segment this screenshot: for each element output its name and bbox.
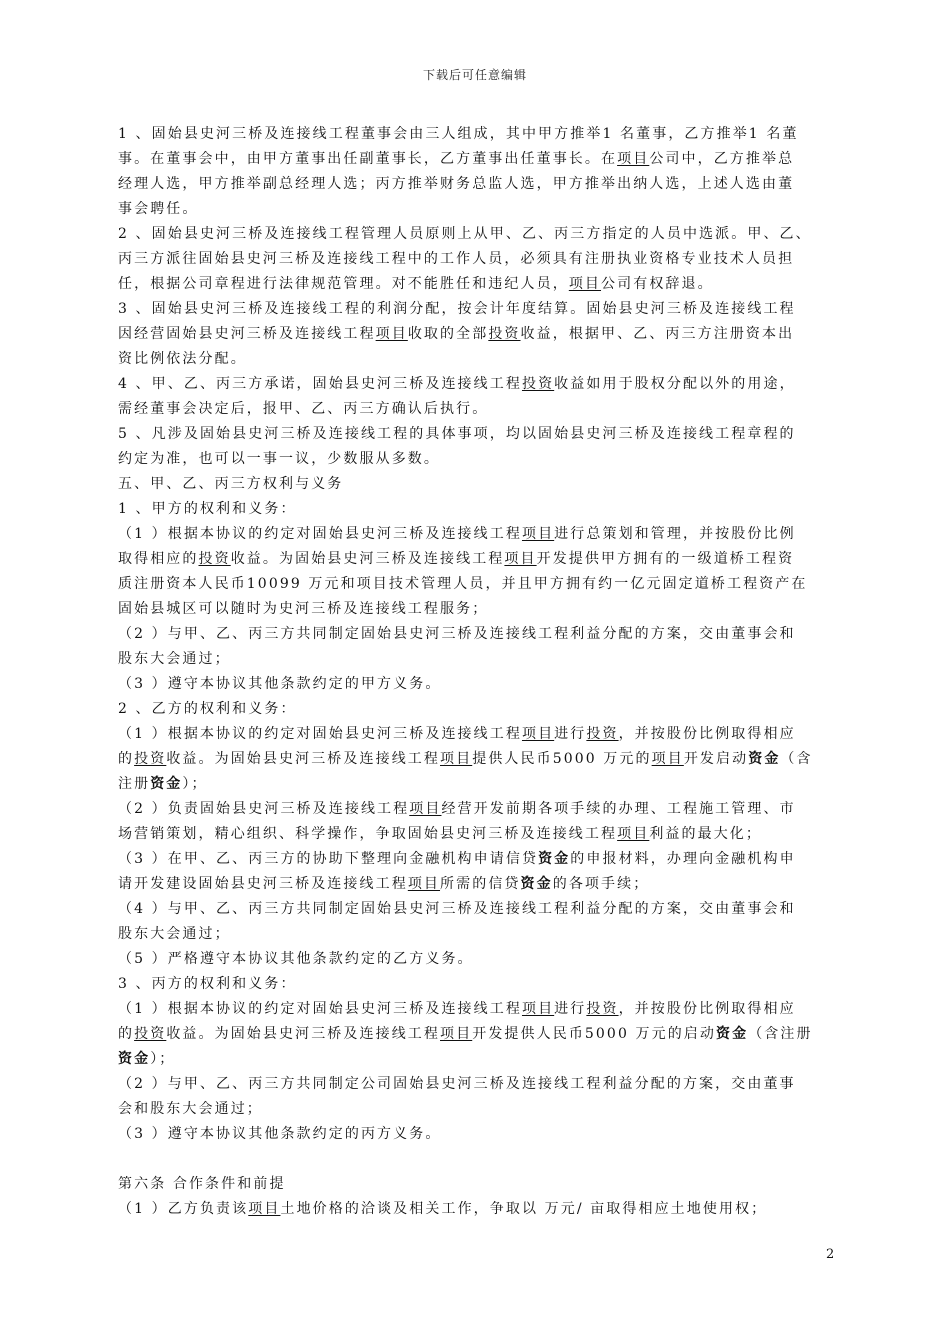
text-line bbox=[118, 547, 834, 572]
text-run: 利益的最大化； bbox=[649, 826, 763, 842]
underlined-term: 投资 bbox=[586, 1001, 619, 1017]
text-run: （4 ）与甲、乙、丙三方共同制定固始县史河三桥及连接线工程利益分配的方案，交由董事会和 bbox=[118, 901, 796, 917]
text-run: （3 ）在甲、乙、丙三方的协助下整理向金融机构申请信贷 bbox=[118, 851, 539, 867]
text-run: 5 、凡涉及固始县史河三桥及连接线工程的具体事项，均以固始县史河三桥及连接线工程章程的 bbox=[118, 426, 796, 442]
text-line bbox=[118, 422, 834, 447]
text-run: 1 、固始县史河三桥及连接线工程董事会由三人组成，其中甲方推举1 名董事，乙方推举1 名董 bbox=[118, 126, 799, 142]
text-line bbox=[118, 147, 834, 172]
underlined-term: 项目 bbox=[440, 751, 473, 767]
text-line bbox=[118, 797, 834, 822]
text-run: 第六条 合作条件和前提 bbox=[118, 1176, 286, 1192]
text-run: （1 ）根据本协议的约定对固始县史河三桥及连接线工程 bbox=[118, 526, 522, 542]
text-line bbox=[118, 1197, 834, 1222]
text-line bbox=[118, 997, 834, 1022]
text-run: 的申报材料，办理向金融机构申 bbox=[570, 851, 796, 867]
text-line bbox=[118, 572, 834, 597]
underlined-term: 项目 bbox=[617, 826, 650, 842]
underlined-term: 投资 bbox=[521, 376, 555, 392]
text-run: 请开发建设固始县史河三桥及连接线工程 bbox=[118, 876, 408, 892]
text-run: （3 ）遵守本协议其他条款约定的丙方义务。 bbox=[118, 1126, 442, 1142]
text-run: ，并按股份比例取得相应 bbox=[618, 1001, 796, 1017]
text-run: 收益。为固始县史河三桥及连接线工程 bbox=[166, 1026, 441, 1042]
text-line bbox=[118, 172, 834, 197]
text-run: ）； bbox=[182, 776, 208, 792]
text-line bbox=[118, 922, 834, 947]
text-run: （含 bbox=[780, 751, 813, 767]
text-line bbox=[118, 272, 834, 297]
text-line bbox=[118, 847, 834, 872]
text-line bbox=[118, 497, 834, 522]
bold-term: 资金 bbox=[118, 1051, 151, 1067]
text-run: 收益。为固始县史河三桥及连接线工程 bbox=[230, 551, 505, 567]
document-body bbox=[118, 122, 834, 1222]
underlined-term: 项目 bbox=[617, 151, 650, 167]
text-run: 3 、丙方的权利和义务： bbox=[118, 976, 297, 992]
text-run: 收益。为固始县史河三桥及连接线工程 bbox=[166, 751, 441, 767]
text-run: 公司中，乙方推举总 bbox=[649, 151, 795, 167]
underlined-term: 投资 bbox=[134, 1026, 167, 1042]
text-run: 经营开发前期各项手续的办理、工程施工管理、市 bbox=[441, 801, 796, 817]
text-line bbox=[118, 722, 834, 747]
underlined-term: 投资 bbox=[586, 726, 619, 742]
text-line bbox=[118, 872, 834, 897]
text-line bbox=[118, 597, 834, 622]
text-line bbox=[118, 197, 834, 222]
text-run: （1 ）根据本协议的约定对固始县史河三桥及连接线工程 bbox=[118, 726, 522, 742]
text-run: 约定为准，也可以一事一议，少数服从多数。 bbox=[118, 451, 440, 467]
text-run: （2 ）与甲、乙、丙三方共同制定公司固始县史河三桥及连接线工程利益分配的方案，交由董事 bbox=[118, 1076, 796, 1092]
text-run: 股东大会通过； bbox=[118, 651, 231, 667]
underlined-term: 项目 bbox=[504, 551, 537, 567]
text-line bbox=[118, 447, 834, 472]
text-run: 开发提供甲方拥有的一级道桥工程资 bbox=[536, 551, 795, 567]
text-line bbox=[118, 622, 834, 647]
text-run: （1 ）根据本协议的约定对固始县史河三桥及连接线工程 bbox=[118, 1001, 522, 1017]
text-run: 的各项手续； bbox=[552, 876, 650, 892]
text-run: （5 ）严格遵守本协议其他条款约定的乙方义务。 bbox=[118, 951, 474, 967]
text-line bbox=[118, 472, 834, 497]
text-run: 开发提供人民币5000 万元的启动 bbox=[472, 1026, 716, 1042]
underlined-term: 项目 bbox=[248, 1201, 281, 1217]
text-run: （2 ）与甲、乙、丙三方共同制定固始县史河三桥及连接线工程利益分配的方案，交由董事会和 bbox=[118, 626, 796, 642]
underlined-term: 投资 bbox=[488, 326, 521, 342]
text-run: （含注册 bbox=[748, 1026, 813, 1042]
text-line bbox=[118, 747, 834, 772]
text-line bbox=[118, 772, 834, 797]
text-run: 提供人民币5000 万元的 bbox=[472, 751, 652, 767]
text-line bbox=[118, 522, 834, 547]
text-run: 进行 bbox=[554, 1001, 587, 1017]
text-run: 收益如用于股权分配以外的用途， bbox=[554, 376, 796, 392]
text-line bbox=[118, 322, 834, 347]
text-line bbox=[118, 347, 834, 372]
text-run: （1 ）乙方负责该 bbox=[118, 1201, 249, 1217]
text-run: 2 、固始县史河三桥及连接线工程管理人员原则上从甲、乙、丙三方指定的人员中选派。甲、乙、 bbox=[118, 226, 812, 242]
text-run: 取得相应的 bbox=[118, 551, 199, 567]
text-run: 五、甲、乙、丙三方权利与义务 bbox=[118, 476, 344, 492]
text-line bbox=[118, 1172, 834, 1197]
bold-term: 资金 bbox=[716, 1026, 749, 1042]
text-line bbox=[118, 647, 834, 672]
text-run: 因经营固始县史河三桥及连接线工程 bbox=[118, 326, 376, 342]
text-run: 场营销策划，精心组织、科学操作，争取固始县史河三桥及连接线工程 bbox=[118, 826, 618, 842]
text-run: 的 bbox=[118, 1026, 135, 1042]
text-run: 进行总策划和管理，并按股份比例 bbox=[554, 526, 796, 542]
underlined-term: 项目 bbox=[568, 276, 602, 292]
bold-term: 资金 bbox=[520, 876, 553, 892]
text-run: 1 、甲方的权利和义务： bbox=[118, 501, 297, 517]
text-line bbox=[118, 1022, 834, 1047]
underlined-term: 项目 bbox=[375, 326, 408, 342]
underlined-term: 项目 bbox=[409, 801, 442, 817]
underlined-term: 投资 bbox=[198, 551, 231, 567]
text-run: 需经董事会决定后，报甲、乙、丙三方确认后执行。 bbox=[118, 401, 489, 417]
text-run: 收益，根据甲、乙、丙三方注册资本出 bbox=[520, 326, 795, 342]
underlined-term: 项目 bbox=[440, 1026, 473, 1042]
text-run: 开发启动 bbox=[683, 751, 749, 767]
text-run: 土地价格的洽谈及相关工作，争取以 万元/ 亩取得相应土地使用权； bbox=[280, 1201, 768, 1217]
underlined-term: 项目 bbox=[521, 526, 555, 542]
text-line bbox=[118, 297, 834, 322]
text-line bbox=[118, 697, 834, 722]
text-run: 所需的信贷 bbox=[440, 876, 521, 892]
text-run: 3 、固始县史河三桥及连接线工程的利润分配，按会计年度结算。固始县史河三桥及连接线工程 bbox=[118, 301, 796, 317]
text-run: 事。在董事会中，由甲方董事出任副董事长，乙方董事出任董事长。在 bbox=[118, 151, 618, 167]
text-run: 2 、乙方的权利和义务： bbox=[118, 701, 297, 717]
page-number: 2 bbox=[826, 1247, 835, 1262]
text-line bbox=[118, 1097, 834, 1122]
text-run: ）； bbox=[150, 1051, 176, 1067]
text-run: 会和股东大会通过； bbox=[118, 1101, 263, 1117]
text-run: 进行 bbox=[554, 726, 587, 742]
text-run: （2 ）负责固始县史河三桥及连接线工程 bbox=[118, 801, 410, 817]
text-line bbox=[118, 222, 834, 247]
bold-term: 资金 bbox=[538, 851, 571, 867]
text-run: ，并按股份比例取得相应 bbox=[618, 726, 796, 742]
text-run: 注册 bbox=[118, 776, 151, 792]
text-line bbox=[118, 897, 834, 922]
text-run: 4 、甲、乙、丙三方承诺，固始县史河三桥及连接线工程 bbox=[118, 376, 522, 392]
text-line bbox=[118, 1072, 834, 1097]
text-run: 收取的全部 bbox=[407, 326, 489, 342]
text-run: 经理人选，甲方推举副总经理人选；丙方推举财务总监人选，甲方推举出纳人选，上述人选由董 bbox=[118, 176, 795, 192]
underlined-term: 项目 bbox=[651, 751, 684, 767]
underlined-term: 项目 bbox=[521, 1001, 555, 1017]
text-line bbox=[118, 247, 834, 272]
text-line bbox=[118, 122, 834, 147]
text-line bbox=[118, 947, 834, 972]
text-run: 固始县城区可以随时为史河三桥及连接线工程服务； bbox=[118, 601, 489, 617]
text-line bbox=[118, 1047, 834, 1072]
text-run: 股东大会通过； bbox=[118, 926, 231, 942]
text-run: 事会聘任。 bbox=[118, 201, 199, 217]
text-run: （3 ）遵守本协议其他条款约定的甲方义务。 bbox=[118, 676, 442, 692]
text-run: 质注册资本人民币10099 万元和项目技术管理人员，并且甲方拥有约一亿元固定道桥工程资产在 bbox=[118, 576, 808, 592]
underlined-term: 投资 bbox=[134, 751, 167, 767]
text-run: 资比例依法分配。 bbox=[118, 351, 247, 367]
bold-term: 资金 bbox=[748, 751, 781, 767]
text-line bbox=[118, 672, 834, 697]
text-line bbox=[118, 372, 834, 397]
text-run: 公司有权辞退。 bbox=[601, 276, 714, 292]
text-run: 的 bbox=[118, 751, 135, 767]
text-run: 任，根据公司章程进行法律规范管理。对不能胜任和违纪人员， bbox=[118, 276, 569, 292]
text-line bbox=[118, 972, 834, 997]
page-header: 下载后可任意编辑 bbox=[422, 68, 527, 82]
underlined-term: 项目 bbox=[521, 726, 555, 742]
text-line bbox=[118, 822, 834, 847]
text-line bbox=[118, 1122, 834, 1147]
bold-term: 资金 bbox=[150, 776, 183, 792]
text-line bbox=[118, 397, 834, 422]
underlined-term: 项目 bbox=[407, 876, 441, 892]
text-run: 丙三方派往固始县史河三桥及连接线工程中的工作人员，必须具有注册执业资格专业技术人员担 bbox=[118, 251, 795, 267]
